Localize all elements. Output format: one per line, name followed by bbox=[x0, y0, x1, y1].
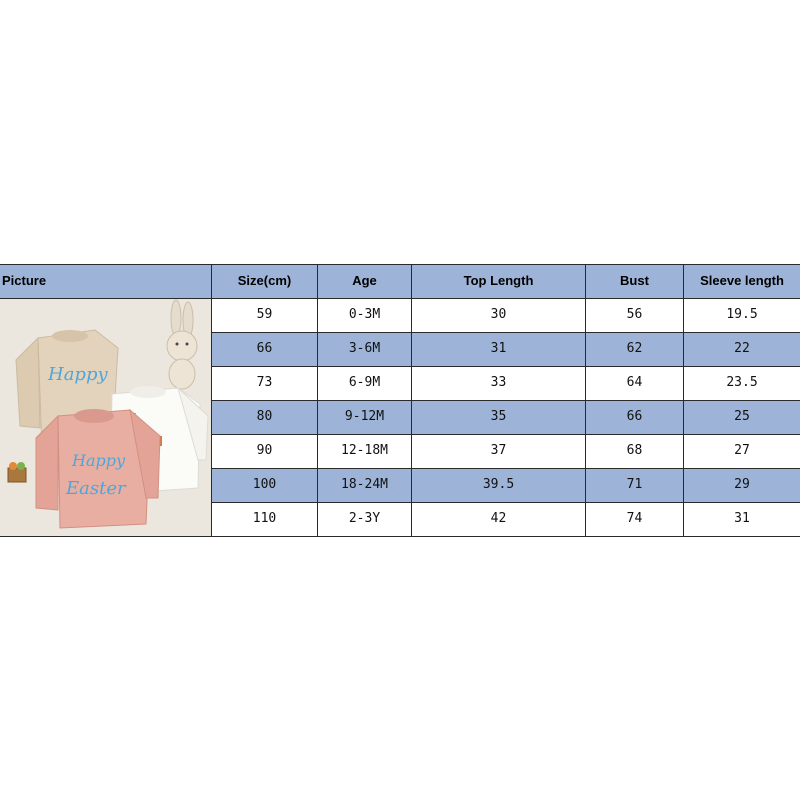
grid-line bbox=[212, 468, 800, 469]
pink-sweater bbox=[36, 409, 160, 528]
header-bust: Bust bbox=[586, 264, 684, 298]
svg-text:Happy: Happy bbox=[48, 364, 108, 385]
cell-top-length: 30 bbox=[412, 298, 586, 332]
grid-line bbox=[0, 264, 800, 265]
cell-age: 9-12M bbox=[318, 400, 412, 434]
cell-age: 12-18M bbox=[318, 434, 412, 468]
table-row bbox=[212, 400, 800, 434]
sweaters-illustration bbox=[0, 298, 212, 536]
cell-sleeve-length: 31 bbox=[734, 511, 750, 526]
table-row bbox=[212, 434, 800, 468]
cell-top-length: 31 bbox=[412, 332, 586, 366]
table-row bbox=[212, 468, 800, 502]
cell-size: 59 bbox=[212, 298, 318, 332]
cell-bust: 68 bbox=[586, 434, 684, 468]
product-picture bbox=[0, 298, 212, 536]
table-row bbox=[212, 332, 800, 366]
cell-top-length: 37 bbox=[412, 434, 586, 468]
cell-age: 18-24M bbox=[318, 468, 412, 502]
table-row bbox=[212, 366, 800, 400]
cell-bust: 56 bbox=[586, 298, 684, 332]
cell-size: 73 bbox=[212, 366, 318, 400]
table-row bbox=[212, 502, 800, 536]
cell-sleeve-length: 25 bbox=[734, 409, 750, 424]
cell-top-length: 33 bbox=[412, 366, 586, 400]
cell-sleeve-length: 22 bbox=[734, 341, 750, 356]
cell-sleeve-length: 19.5 bbox=[726, 307, 758, 322]
cell-sleeve-length: 27 bbox=[734, 443, 750, 458]
table-body bbox=[212, 298, 800, 536]
cell-bust: 74 bbox=[586, 502, 684, 536]
cell-top-length: 35 bbox=[412, 400, 586, 434]
grid-line bbox=[212, 502, 800, 503]
cell-age: 2-3Y bbox=[318, 502, 412, 536]
cell-age: 0-3M bbox=[318, 298, 412, 332]
cell-sleeve-length: 23.5 bbox=[726, 375, 758, 390]
header-size: Size(cm) bbox=[212, 264, 318, 298]
header-sleeve-length: Sleeve length bbox=[700, 273, 784, 288]
cell-age: 3-6M bbox=[318, 332, 412, 366]
grid-line bbox=[212, 332, 800, 333]
cell-bust: 71 bbox=[586, 468, 684, 502]
grid-line bbox=[212, 366, 800, 367]
cell-size: 80 bbox=[212, 400, 318, 434]
cell-age: 6-9M bbox=[318, 366, 412, 400]
header-top-length: Top Length bbox=[412, 264, 586, 298]
cell-size: 110 bbox=[212, 502, 318, 536]
cell-sleeve-length: 29 bbox=[734, 477, 750, 492]
header-age: Age bbox=[318, 264, 412, 298]
grid-line bbox=[212, 434, 800, 435]
table-row bbox=[212, 298, 800, 332]
table-header-row bbox=[0, 264, 800, 298]
grid-line bbox=[212, 400, 800, 401]
svg-text:Easter: Easter bbox=[66, 478, 126, 499]
cell-bust: 66 bbox=[586, 400, 684, 434]
cell-size: 66 bbox=[212, 332, 318, 366]
header-picture: Picture bbox=[0, 264, 212, 298]
grid-line bbox=[0, 298, 800, 299]
cell-size: 90 bbox=[212, 434, 318, 468]
cell-top-length: 39.5 bbox=[412, 468, 586, 502]
cell-bust: 64 bbox=[586, 366, 684, 400]
cell-bust: 62 bbox=[586, 332, 684, 366]
grid-line bbox=[0, 536, 800, 537]
cell-top-length: 42 bbox=[412, 502, 586, 536]
cell-size: 100 bbox=[212, 468, 318, 502]
svg-text:Happy: Happy bbox=[72, 451, 126, 470]
size-chart-table bbox=[0, 264, 800, 536]
